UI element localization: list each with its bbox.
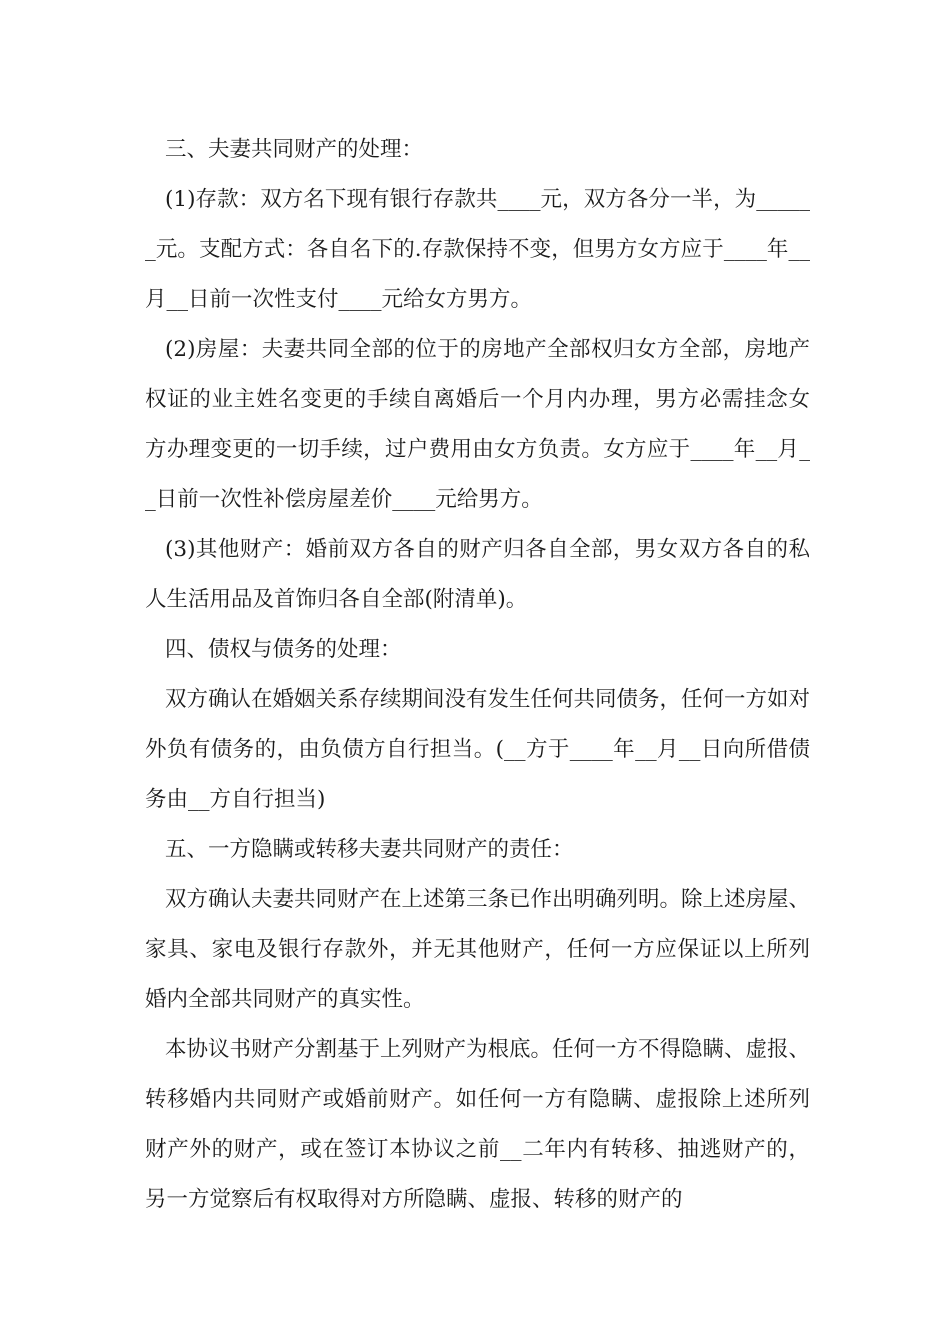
section-heading-5: 五、一方隐瞒或转移夫妻共同财产的责任： [165, 837, 574, 862]
clause-debts: 双方确认在婚姻关系存续期间没有发生任何共同债务，任何一方如对外负有债务的，由负债方自行担当。(__方于____年__月__日向所借债务由__方自行担当) [145, 687, 811, 812]
clause-other-property: (3)其他财产：婚前双方各自的财产归各自全部，男女双方各自的私人生活用品及首饰归各自全部(附清单)。 [145, 537, 810, 612]
clause-concealment: 本协议书财产分割基于上列财产为根底。任何一方不得隐瞒、虚报、转移婚内共同财产或婚前财产。如任何一方有隐瞒、虚报除上述所列财产外的财产，或在签订本协议之前__二年内有转移、抽逃财产的，另一方觉察后有权取得对方所隐瞒、虚报、转移的财产的 [145, 1037, 811, 1212]
clause-housing: (2)房屋：夫妻共同全部的位于的房地产全部权归女方全部，房地产权证的业主姓名变更的手续自离婚后一个月内办理，男方必需挂念女方办理变更的一切手续，过户费用由女方负责。女方应于____年__月__日前一次性补偿房屋差价____元给男方。 [145, 337, 810, 512]
section-heading-3: 三、夫妻共同财产的处理： [165, 137, 424, 162]
document-body [145, 125, 810, 1225]
clause-deposits: (1)存款：双方名下现有银行存款共____元，双方各分一半，为______元。支配方式：各自名下的.存款保持不变，但男方女方应于____年__月__日前一次性支付____元给女方男方。 [145, 187, 810, 312]
section-heading-4: 四、债权与债务的处理： [165, 637, 402, 662]
clause-property-confirmation: 双方确认夫妻共同财产在上述第三条已作出明确列明。除上述房屋、家具、家电及银行存款外，并无其他财产，任何一方应保证以上所列婚内全部共同财产的真实性。 [145, 887, 811, 1012]
